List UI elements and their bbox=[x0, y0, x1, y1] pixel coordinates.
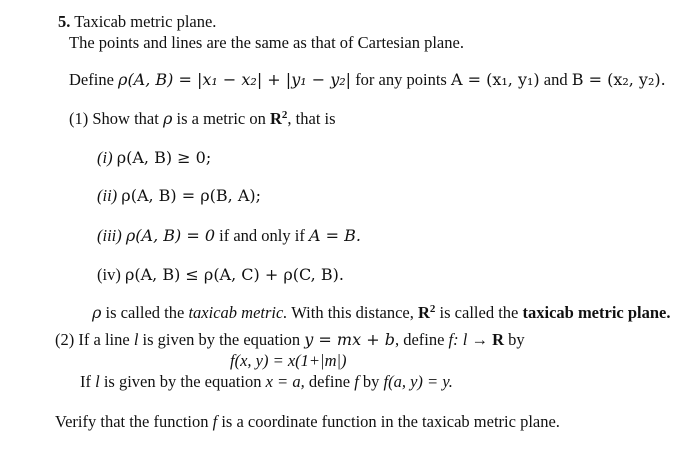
rho-symbol: ρ bbox=[92, 303, 102, 322]
reals-symbol: R bbox=[492, 330, 505, 349]
f-symbol: f bbox=[354, 372, 359, 391]
taxicab-definition-line bbox=[92, 303, 671, 323]
cond-if: If bbox=[80, 372, 91, 391]
by-word: by bbox=[508, 330, 525, 349]
line-l: l bbox=[95, 372, 100, 391]
line-l: l bbox=[133, 330, 139, 349]
part1-text-a: Show that bbox=[92, 109, 159, 128]
f-formula-text: f(x, y) = x(1+|m|) bbox=[230, 351, 347, 370]
item-expr: ρ(A, B) ≥ 0; bbox=[116, 148, 212, 167]
verify-b: is a coordinate function in the taxicab metric plane. bbox=[221, 412, 560, 431]
part2-heading bbox=[55, 330, 525, 350]
cond-b: is given by the equation bbox=[103, 372, 262, 391]
part2-text-c: , define bbox=[394, 330, 445, 349]
definition-line bbox=[69, 70, 666, 90]
called-b: With this distance, bbox=[291, 303, 414, 322]
line-equation: y = mx + b bbox=[304, 330, 395, 349]
item-cond: A = B. bbox=[308, 226, 361, 245]
item-tail: if and only if bbox=[219, 226, 305, 245]
property-item bbox=[97, 186, 261, 206]
f-formula bbox=[230, 351, 347, 371]
problem-number: 5. bbox=[58, 12, 71, 31]
problem-heading bbox=[58, 12, 216, 32]
part2-label: (2) bbox=[55, 330, 75, 349]
part1-label: (1) bbox=[69, 109, 89, 128]
vertical-equation: x = a, bbox=[265, 372, 305, 391]
verify-line bbox=[55, 412, 560, 432]
and-word: and bbox=[543, 70, 568, 89]
reals-symbol: $R^2$ bbox=[418, 303, 436, 322]
part2-text-b: is given by the equation bbox=[142, 330, 301, 349]
part2-text-a: If a line bbox=[78, 330, 130, 349]
item-num: (i) bbox=[97, 148, 113, 167]
reals-symbol: $R^2$ bbox=[269, 109, 288, 128]
vertical-formula: f(a, y) = y. bbox=[383, 372, 453, 391]
verify-a: Verify that the function bbox=[55, 412, 209, 431]
item-num: (ii) bbox=[97, 186, 118, 205]
define-mid: for any points bbox=[355, 70, 447, 89]
rho-definition: ρ(A, B) = |x₁ − x₂| + |y₁ − y₂| bbox=[118, 70, 352, 89]
item-num: (iii) bbox=[97, 226, 122, 245]
rho-symbol: ρ bbox=[162, 109, 173, 128]
item-expr: ρ(A, B) ≤ ρ(A, C) + ρ(C, B). bbox=[124, 265, 344, 284]
problem-intro bbox=[69, 33, 464, 53]
item-expr: ρ(A, B) = ρ(B, A); bbox=[121, 186, 262, 205]
property-item bbox=[97, 265, 344, 285]
property-item bbox=[97, 148, 211, 168]
part1-text-c: , that is bbox=[287, 109, 336, 128]
problem-title: Taxicab metric plane. bbox=[74, 12, 217, 31]
point-a: A = (x₁, y₁) bbox=[450, 70, 540, 89]
intro-text: The points and lines are the same as that of Cartesian plane. bbox=[69, 33, 464, 52]
taxicab-plane-term: taxicab metric plane. bbox=[522, 303, 671, 322]
called-c: is called the bbox=[439, 303, 519, 322]
item-expr: ρ(A, B) = 0 bbox=[125, 226, 216, 245]
f-map: f: l → bbox=[448, 330, 493, 349]
property-item bbox=[97, 226, 361, 246]
called-a: is called the bbox=[105, 303, 185, 322]
vertical-case-line bbox=[80, 372, 453, 392]
define-word: Define bbox=[69, 70, 114, 89]
part1-heading bbox=[69, 109, 336, 129]
point-b: B = (x₂, y₂). bbox=[571, 70, 666, 89]
part1-text-b: is a metric on bbox=[176, 109, 266, 128]
taxicab-metric-term: taxicab metric. bbox=[188, 303, 288, 322]
cond-by: by bbox=[362, 372, 380, 391]
f-symbol: f bbox=[212, 412, 218, 431]
cond-define: define bbox=[308, 372, 351, 391]
item-num: (iv) bbox=[97, 265, 121, 284]
